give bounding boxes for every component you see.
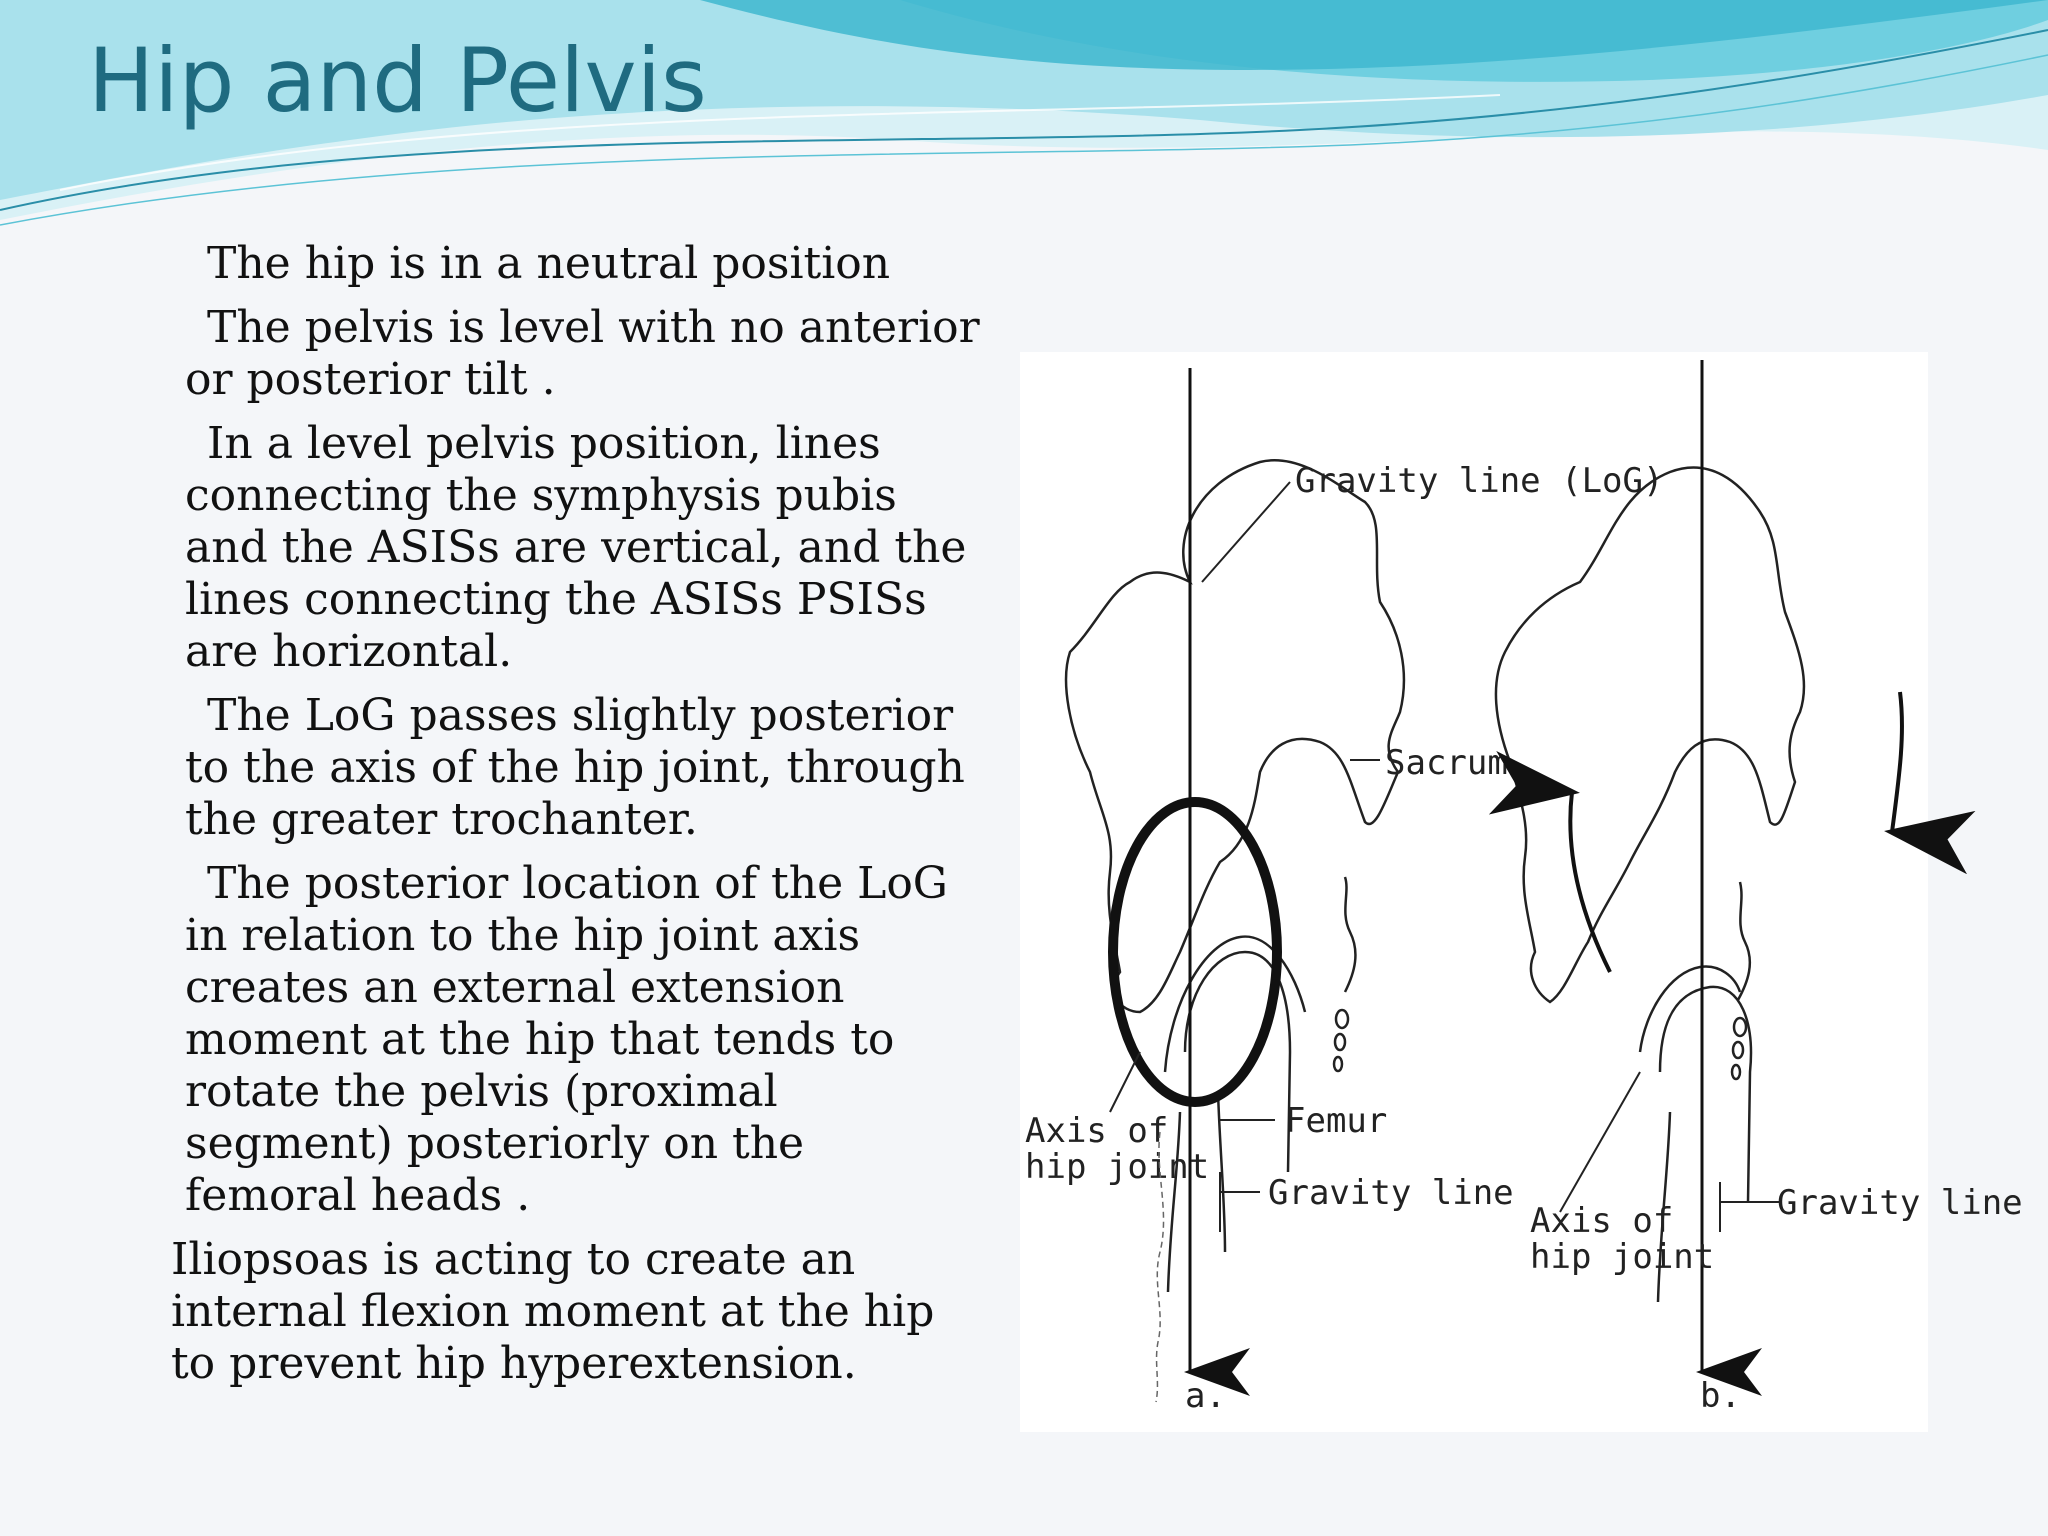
hip-pelvis-diagram (1020, 352, 2023, 1432)
bullet-paragraph: The LoG passes slightly posterior to the axis of the hip joint, through the greater trochanter. (185, 690, 965, 845)
body-text (171, 238, 985, 1402)
label-axis-hip-joint-b-line2: hip joint (1530, 1237, 1715, 1277)
label-axis-hip-joint-a-line2: hip joint (1025, 1147, 1210, 1187)
bullet-paragraph: In a level pelvis position, lines connecting the symphysis pubis and the ASISs are vertical, and the lines connecting the ASISs PSISs are horizontal. (185, 418, 967, 677)
label-gravity-line-b: Gravity line (1777, 1183, 2023, 1223)
panel-b-drawing (1496, 468, 1804, 1302)
label-panel-a: a. (1185, 1376, 1226, 1416)
bullet-paragraph: The hip is in a neutral position (207, 238, 891, 289)
label-gravity-line-log: Gravity line (LoG) (1295, 461, 1664, 501)
bullet-paragraph: The pelvis is level with no anterior or posterior tilt . (185, 302, 980, 405)
label-sacrum: Sacrum (1385, 743, 1508, 783)
slide-title: Hip and Pelvis (88, 29, 707, 132)
label-axis-hip-joint-b-line1: Axis of (1530, 1201, 1674, 1241)
ilium-outline-b (1496, 468, 1804, 1002)
label-femur: Femur (1285, 1101, 1388, 1141)
label-gravity-line-a: Gravity line (1268, 1173, 1514, 1213)
rotation-arrow-down (1892, 692, 1902, 832)
bullet-paragraph: The posterior location of the LoG in relation to the hip joint axis creates an external extension moment at the hip that tends to rotate the pelvis (proximal segment) posteriorly on the femoral heads . (185, 858, 948, 1221)
rotation-arrow-up (1570, 792, 1610, 972)
label-panel-b: b. (1700, 1376, 1741, 1416)
bullet-paragraph: Iliopsoas is acting to create an internal flexion moment at the hip to prevent hip hyperextension. (171, 1234, 935, 1389)
label-axis-hip-joint-a-line1: Axis of (1025, 1111, 1169, 1151)
